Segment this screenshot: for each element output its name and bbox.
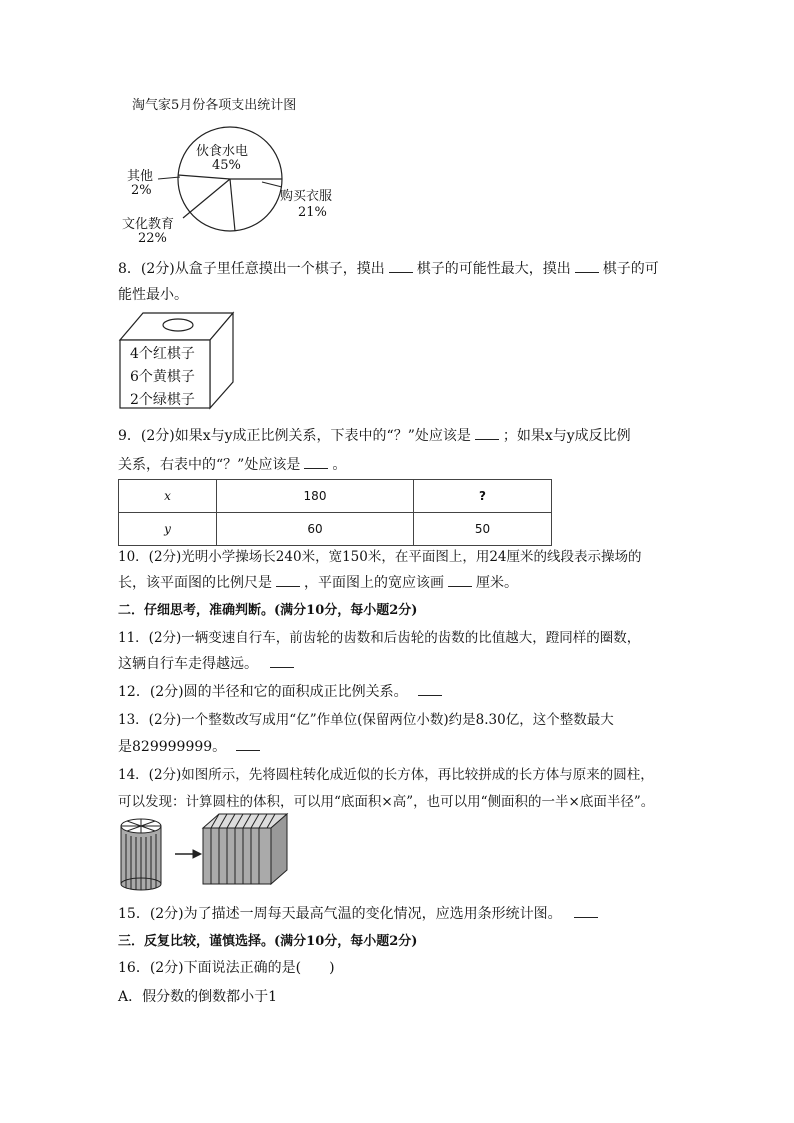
pie-value-other: 2%	[131, 183, 152, 198]
q14-line2: 可以发现：计算圆柱的体积，可以用“底面积×高”，也可以用“侧面积的一半×底面半径”。	[118, 794, 655, 810]
q9-blank-1[interactable]	[475, 427, 499, 440]
q10-line1: 10．(2分)光明小学操场长240米，宽150米，在平面图上，用24厘米的线段表示操场的	[118, 549, 642, 565]
q14-line1: 14．(2分)如图所示，先将圆柱转化成近似的长方体，再比较拼成的长方体与原来的圆柱，	[118, 767, 654, 783]
pie-divider-2	[230, 179, 235, 231]
box-item-green: 2个绿棋子	[130, 392, 195, 408]
cuboid	[203, 814, 287, 884]
table-cell: x	[119, 480, 217, 513]
arrow-icon	[175, 850, 201, 858]
box-item-red: 4个红棋子	[130, 346, 195, 362]
q11-line1: 11．(2分)一辆变速自行车，前齿轮的齿数和后齿轮的齿数的比值越大，蹬同样的圈数，	[118, 630, 641, 646]
q13-text: 是829999999。	[118, 739, 227, 755]
q12-blank[interactable]	[418, 683, 442, 696]
q10-blank-1[interactable]	[276, 574, 300, 587]
q10-text-a: 长，该平面图的比例尺是	[118, 575, 272, 591]
xy-table	[118, 479, 552, 546]
q12-text: 12．(2分)圆的半径和它的面积成正比例关系。	[118, 684, 408, 700]
pie-divider-3	[183, 179, 230, 218]
q9-text-b: ；如果x与y成反比例	[502, 428, 631, 444]
q12-line	[118, 681, 446, 701]
pie-label-other: 其他	[127, 169, 154, 184]
q16-option-a[interactable]: A．假分数的倒数都小于1	[118, 989, 278, 1005]
q8-text-c: 棋子的可	[602, 261, 659, 277]
pie-value-education: 22%	[138, 231, 167, 246]
q8-text-b: 棋子的可能性最大，摸出	[416, 261, 571, 277]
pie-title: 淘气家5月份各项支出统计图	[132, 98, 297, 113]
q8-blank-2[interactable]	[575, 260, 599, 273]
table-cell: ?	[414, 480, 552, 513]
table-cell: 50	[414, 513, 552, 546]
q8-text-a: 8．(2分)从盒子里任意摸出一个棋子，摸出	[118, 261, 385, 277]
q13-line1: 13．(2分)一个整数改写成用“亿”作单位(保留两位小数)约是8.30亿，这个整数最大	[118, 712, 614, 728]
pie-divider-4	[178, 175, 230, 179]
table-row	[119, 480, 552, 513]
q11-blank[interactable]	[270, 655, 294, 668]
q11-text: 这辆自行车走得越远。	[118, 656, 258, 672]
q13-blank[interactable]	[236, 738, 260, 751]
q13-line2	[118, 736, 264, 756]
q10-line2	[118, 572, 518, 592]
box-item-yellow: 6个黄棋子	[130, 369, 195, 385]
q11-line2	[118, 653, 298, 673]
box-hole	[163, 319, 193, 331]
pie-label-clothes: 购买衣服	[280, 189, 333, 204]
pie-label-food: 伙食水电	[196, 144, 249, 159]
table-cell: 60	[217, 513, 414, 546]
q8-blank-1[interactable]	[389, 260, 413, 273]
q8-line2: 能性最小。	[118, 287, 188, 303]
q9-text-c: 关系，右表中的“？”处应该是	[118, 457, 301, 473]
cylinder	[121, 819, 161, 890]
pie-leader-other	[158, 177, 180, 179]
q16-line: 16．(2分)下面说法正确的是( )	[118, 960, 335, 976]
q10-blank-2[interactable]	[448, 574, 472, 587]
pie-label-education: 文化教育	[122, 217, 175, 232]
pie-value-food: 45%	[212, 158, 241, 173]
q9-text-d: 。	[332, 457, 347, 473]
q15-blank[interactable]	[574, 905, 598, 918]
q8-line1	[118, 258, 659, 278]
table-cell: 180	[217, 480, 414, 513]
section-3-heading: 三．反复比较，谨慎选择。(满分10分，每小题2分)	[118, 934, 418, 949]
q9-blank-2[interactable]	[304, 456, 328, 469]
table-row	[119, 513, 552, 546]
section-2-heading: 二．仔细思考，准确判断。(满分10分，每小题2分)	[118, 603, 418, 618]
q9-text-a: 9．(2分)如果x与y成正比例关系，下表中的“？”处应该是	[118, 428, 471, 444]
q15-text: 15．(2分)为了描述一周每天最高气温的变化情况，应选用条形统计图。	[118, 906, 562, 922]
q10-text-c: 厘米。	[476, 575, 518, 591]
q9-line2	[118, 454, 346, 474]
q15-line	[118, 903, 602, 923]
cylinder-to-cuboid-figure	[115, 812, 295, 892]
pie-leader-clothes	[262, 182, 282, 187]
table-cell: y	[119, 513, 217, 546]
q9-line1	[118, 425, 631, 445]
q10-text-b: ，平面图上的宽应该画	[304, 575, 444, 591]
pie-value-clothes: 21%	[298, 205, 327, 220]
